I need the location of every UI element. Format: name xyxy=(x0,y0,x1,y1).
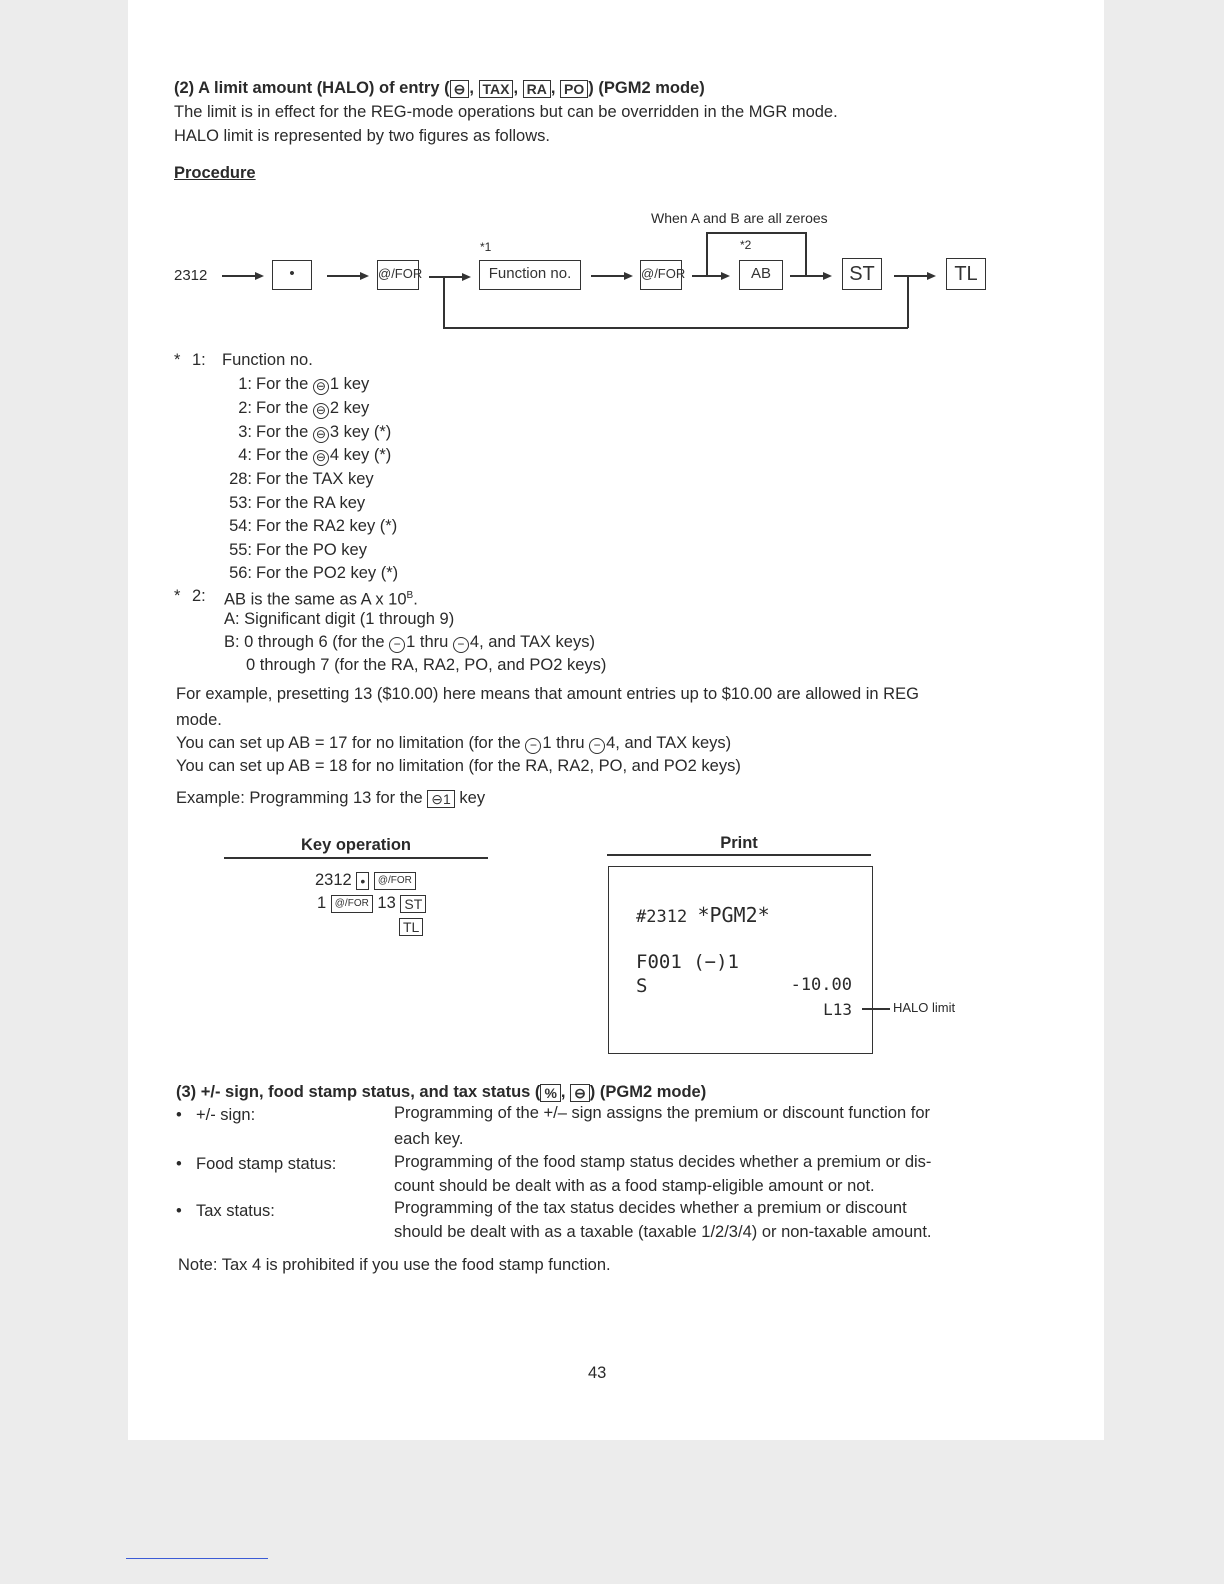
ab-box: AB xyxy=(739,260,783,290)
procedure-heading: Procedure xyxy=(174,164,256,182)
list-item-num: 54: xyxy=(229,517,252,535)
example-text-1: For example, presetting 13 ($10.00) here means that amount entries up to $10.00 are allowed in REG xyxy=(176,685,919,703)
st-key-icon: ST xyxy=(400,895,426,913)
key-operation-heading: Key operation xyxy=(300,836,412,854)
bullet-dot: • xyxy=(176,1202,182,1220)
print-heading: Print xyxy=(720,834,758,852)
section-2-text-1: The limit is in effect for the REG-mode operations but can be overridden in the MGR mode. xyxy=(174,103,838,121)
list-item-num: 2: xyxy=(238,399,252,417)
dot-key-icon: • xyxy=(356,872,369,890)
row-text-1: Programming of the tax status decides whether a premium or discount xyxy=(394,1199,907,1217)
minus-key-icon: ⊖ xyxy=(450,80,470,98)
key-op-row-1: 2312 • @/FOR xyxy=(315,870,416,890)
minus-key-icon: ⊖ xyxy=(570,1084,590,1102)
row-text-1: Programming of the food stamp status decides whether a premium or dis- xyxy=(394,1153,932,1171)
ra-key-icon: RA xyxy=(523,80,551,98)
st-key: ST xyxy=(842,258,882,290)
section-2-text-2: HALO limit is represented by two figures as follows. xyxy=(174,127,550,145)
list-item-num: 55: xyxy=(229,541,252,559)
list-item: For the TAX key xyxy=(256,470,374,488)
for-key-2: @/FOR xyxy=(640,260,682,290)
key-op-row-2: 1 @/FOR 13 ST xyxy=(317,893,426,913)
start-value: 2312 xyxy=(174,267,208,284)
section-3-title: (3) +/- sign, food stamp status, and tax status ( % , ⊖ ) (PGM2 mode) xyxy=(176,1083,707,1101)
row-label: Tax status: xyxy=(196,1202,275,1220)
list-item-num: 4: xyxy=(238,446,252,464)
function-no-box: Function no. xyxy=(479,260,581,290)
list-item: For the PO2 key (*) xyxy=(256,564,399,582)
section-3-note: Note: Tax 4 is prohibited if you use the food stamp function. xyxy=(178,1256,611,1274)
minus-circle-icon: ⊖ xyxy=(313,427,329,443)
note-1-title: Function no. xyxy=(222,351,313,369)
minus-circle-icon: − xyxy=(389,637,405,653)
note-2-bullet: * xyxy=(174,587,181,605)
note-2-label: 2: xyxy=(192,587,206,605)
example-text-4: You can set up AB = 18 for no limitation (for the RA, RA2, PO, and PO2 keys) xyxy=(176,757,741,775)
list-item: For the ⊖ 4 key (*) xyxy=(256,446,392,464)
percent-key-icon: % xyxy=(540,1084,560,1102)
list-item: For the PO key xyxy=(256,541,367,559)
row-text-1: Programming of the +/– sign assigns the premium or discount function for xyxy=(394,1104,931,1122)
minus-circle-icon: ⊖ xyxy=(313,379,329,395)
receipt-line-3-label: S xyxy=(636,975,648,997)
note-1-label: 1: xyxy=(192,351,206,369)
marker-1: *1 xyxy=(480,240,492,254)
list-item-num: 1: xyxy=(238,375,252,393)
list-item: For the RA2 key (*) xyxy=(256,517,398,535)
receipt-line-4: L13 xyxy=(823,1000,852,1019)
example-text-3: You can set up AB = 17 for no limitation (for the − 1 thru − 4, and TAX keys) xyxy=(176,734,732,752)
list-item: For the ⊖ 2 key xyxy=(256,399,370,417)
list-item-num: 3: xyxy=(238,423,252,441)
note-1-bullet: * xyxy=(174,351,181,369)
minus-1-key-icon: ⊖1 xyxy=(427,790,455,808)
tax-key-icon: TAX xyxy=(479,80,514,98)
halo-pointer-line xyxy=(862,1008,890,1010)
receipt-line-2: F001 (−)1 xyxy=(636,951,739,973)
list-item: For the RA key xyxy=(256,494,366,512)
row-text-2: each key. xyxy=(394,1130,464,1148)
receipt-line-1: #2312 *PGM2* xyxy=(636,903,770,927)
marker-2: *2 xyxy=(740,238,752,252)
minus-circle-icon: − xyxy=(453,637,469,653)
example-text-5: Example: Programming 13 for the ⊖1 key xyxy=(176,789,486,807)
tl-key: TL xyxy=(946,258,986,290)
note-2-b-line: B: 0 through 6 (for the − 1 thru − 4, and TAX keys) xyxy=(224,633,595,651)
for-key-icon: @/FOR xyxy=(331,895,373,913)
example-text-2: mode. xyxy=(176,711,222,729)
minus-circle-icon: ⊖ xyxy=(313,403,329,419)
zeroes-note: When A and B are all zeroes xyxy=(651,210,828,226)
tl-key-icon: TL xyxy=(399,918,423,936)
list-item-num: 53: xyxy=(229,494,252,512)
bullet-dot: • xyxy=(176,1155,182,1173)
dot-key: • xyxy=(272,260,312,290)
halo-limit-label: HALO limit xyxy=(893,1000,956,1015)
row-label: +/- sign: xyxy=(196,1106,256,1124)
minus-circle-icon: − xyxy=(525,738,541,754)
list-item-num: 56: xyxy=(229,564,252,582)
list-item-num: 28: xyxy=(229,470,252,488)
receipt-line-3-amount: -10.00 xyxy=(790,975,852,995)
note-2-b-line-2: 0 through 7 (for the RA, RA2, PO, and PO2 keys) xyxy=(246,656,607,674)
footer-link-line xyxy=(126,1558,268,1559)
row-label: Food stamp status: xyxy=(196,1155,337,1173)
for-key-1: @/FOR xyxy=(377,260,419,290)
list-item: For the ⊖ 3 key (*) xyxy=(256,423,392,441)
po-key-icon: PO xyxy=(560,80,588,98)
list-item: For the ⊖ 1 key xyxy=(256,375,370,393)
section-2-title: (2) A limit amount (HALO) of entry ( ⊖ , TAX , RA , PO ) (PGM2 mode) xyxy=(174,79,705,97)
row-text-2: should be dealt with as a taxable (taxable 1/2/3/4) or non-taxable amount. xyxy=(394,1223,932,1241)
minus-circle-icon: − xyxy=(589,738,605,754)
note-2-a-line: A: Significant digit (1 through 9) xyxy=(224,610,455,628)
page-number: 43 xyxy=(588,1364,607,1382)
note-2-text: AB is the same as A x $10^B$. xyxy=(224,590,418,609)
minus-circle-icon: ⊖ xyxy=(313,450,329,466)
bullet-dot: • xyxy=(176,1106,182,1124)
key-op-row-3 xyxy=(399,916,423,936)
row-text-2: count should be dealt with as a food stamp-eligible amount or not. xyxy=(394,1177,875,1195)
for-key-icon: @/FOR xyxy=(374,872,416,890)
print-rule xyxy=(607,854,871,856)
key-operation-rule xyxy=(224,857,488,859)
